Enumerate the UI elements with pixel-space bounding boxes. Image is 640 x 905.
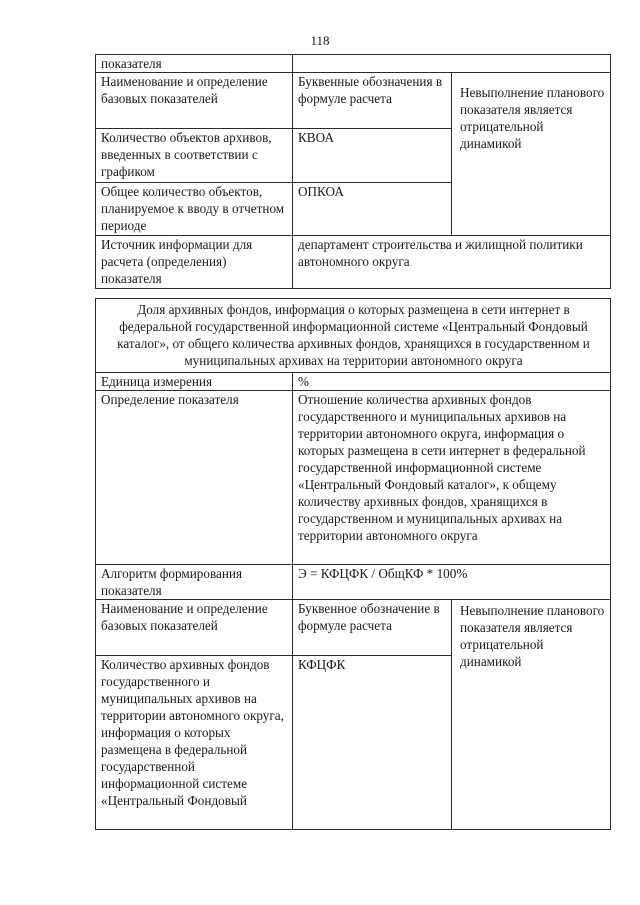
indicator-table-1	[95, 54, 611, 289]
base-indicator-symbol: КФЦФК	[293, 656, 452, 830]
unit-value: %	[293, 373, 611, 391]
base-indicators-name-header: Наименование и определение базовых показателей	[96, 73, 293, 129]
page-number: 118	[310, 33, 330, 48]
info-source-label: Источник информации для расчета (определения) показателя	[96, 236, 293, 289]
unit-label: Единица измерения	[96, 373, 293, 391]
algorithm-formula: Э = КФЦФК / ОбщКФ * 100%	[293, 565, 611, 600]
indicator-table-2	[95, 298, 611, 830]
base-indicator-name: Общее количество объектов, планируемое к вводу в отчетном периоде	[96, 183, 293, 236]
formula-symbol-header: Буквенное обозначение в формуле расчета	[293, 600, 452, 656]
non-fulfillment-note: Невыполнение планового показателя является отрицательной динамикой	[452, 73, 611, 236]
base-indicator-symbol: ОПКОА	[293, 183, 452, 236]
base-indicator-symbol: КВОА	[293, 129, 452, 183]
continued-row-empty	[293, 55, 611, 73]
formula-symbol-header: Буквенные обозначения в формуле расчета	[293, 73, 452, 129]
non-fulfillment-note: Невыполнение планового показателя является отрицательной динамикой	[452, 600, 611, 830]
info-source-value: департамент строительства и жилищной политики автономного округа	[293, 236, 611, 289]
continued-row-label: показателя	[96, 55, 293, 73]
indicator-title: Доля архивных фондов, информация о которых размещена в сети интернет в федеральной государственной информационной системе «Центральный Фондовый каталог», от общего количества архивных фондов, хранящихся в государственном и муниципальных архивах на территории автономного округа	[96, 299, 611, 373]
algorithm-label: Алгоритм формирования показателя	[96, 565, 293, 600]
definition-value: Отношение количества архивных фондов государственного и муниципальных архивов на территории автономного округа, информация о которых размещена в сети интернет в федеральной государственной информационной системе «Центральный Фондовый каталог», к общему количеству архивных фондов, хранящихся в государственном и муниципальных архивах на территории автономного округа	[293, 391, 611, 565]
base-indicators-name-header: Наименование и определение базовых показателей	[96, 600, 293, 656]
definition-label: Определение показателя	[96, 391, 293, 565]
base-indicator-name: Количество объектов архивов, введенных в соответствии с графиком	[96, 129, 293, 183]
base-indicator-name: Количество архивных фондов государственного и муниципальных архивов на территории автономного округа, информация о которых размещена в федеральной государственной информационной системе «Центральный Фондовый	[96, 656, 293, 830]
